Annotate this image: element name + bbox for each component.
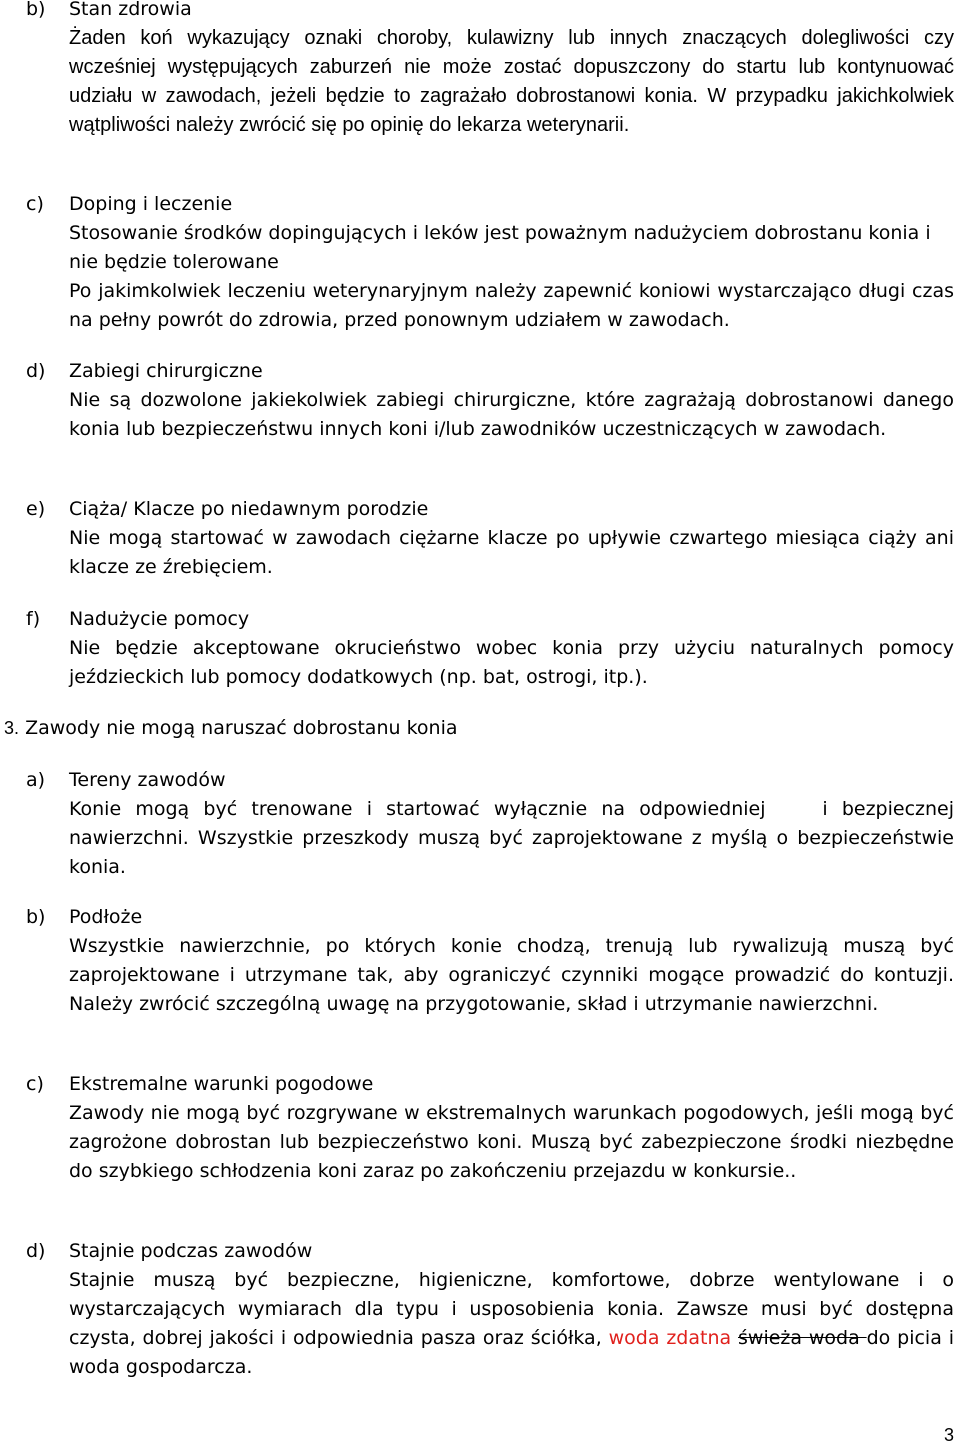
subitem-podloze [26, 903, 954, 1019]
subitem-tereny [26, 766, 960, 882]
item-heading: Ekstremalne warunki pogodowe [69, 1073, 374, 1095]
item-heading: Stajnie podczas zawodów [69, 1240, 313, 1262]
item-marker: b) [26, 0, 46, 20]
item-text: Konie mogą być trenowane i startować wyłącznie na odpowiedniej i bezpiecznej nawierzchni. Wszystkie przeszkody muszą być zaprojektowane z myślą o bezpieczeństwie konia. [69, 798, 960, 878]
subitem-pogoda [26, 1070, 954, 1186]
item-marker: b) [26, 906, 46, 928]
item-heading: Stan zdrowia [69, 0, 192, 20]
item-text [69, 1266, 954, 1382]
item-naduzycie [26, 605, 954, 692]
item-zabiegi [26, 357, 954, 444]
page-number: 3 [943, 1425, 954, 1445]
item-text: Nie są dozwolone jakiekolwiek zabiegi chirurgiczne, które zagrażają dobrostanowi danego konia lub bezpieczeństwu innych koni i/lub zawodników uczestniczących w zawodach. [69, 389, 954, 440]
item-ciaza [26, 495, 954, 582]
inserted-text: woda zdatna [608, 1327, 732, 1349]
item-heading: Nadużycie pomocy [69, 608, 250, 630]
item-heading: Podłoże [69, 906, 143, 928]
item-heading: Doping i leczenie [69, 193, 233, 215]
item-heading: Ciąża/ Klacze po niedawnym porodzie [69, 498, 429, 520]
stajnie-text-end: do picia i woda gospodarcza. [69, 1327, 954, 1378]
item-text: Nie mogą startować w zawodach ciężarne klacze po upływie czwartego miesiąca ciąży ani klacze ze źrebięciem. [69, 527, 954, 578]
section-title: Zawody nie mogą naruszać dobrostanu konia [25, 717, 458, 739]
item-heading: Zabiegi chirurgiczne [69, 360, 263, 382]
stajnie-text-main: Stajnie muszą być bezpieczne, higieniczne, komfortowe, dobrze wentylowane i o wystarczających wymiarach dla typu i usposobienia konia. Zawsze musi być dostępna czysta, dobrej jakości i odpowiednia pasza oraz ściółka, [69, 1269, 954, 1349]
item-text: Nie będzie akceptowane okrucieństwo wobec konia przy użyciu naturalnych pomocy jeździeckich lub pomocy dodatkowych (np. bat, ostrogi, itp.). [69, 637, 954, 688]
item-text: Wszystkie nawierzchnie, po których konie chodzą, trenują lub rywalizują muszą być zaprojektowane i utrzymane tak, aby ograniczyć czynniki mogące prowadzić do kontuzji. Należy zwrócić szczególną uwagę na przygotowanie, skład i utrzymanie nawierzchni. [69, 935, 954, 1015]
item-marker: c) [26, 193, 44, 215]
item-marker: d) [26, 1240, 46, 1262]
item-text: Zawody nie mogą być rozgrywane w ekstremalnych warunkach pogodowych, jeśli mogą być zagrożone dobrostan lub bezpieczeństwo koni. Muszą być zabezpieczone środki niezbędne do szybkiego schłodzenia koni zaraz po zakończeniu przejazdu w konkursie.. [69, 1102, 954, 1182]
item-marker: f) [26, 608, 41, 630]
item-doping [26, 190, 954, 335]
item-marker: d) [26, 360, 46, 382]
item-heading: Tereny zawodów [69, 769, 226, 791]
item-text: Stosowanie środków dopingujących i leków jest poważnym nadużyciem dobrostanu konia i nie będzie tolerowane [69, 222, 931, 273]
item-text: Po jakimkolwiek leczeniu weterynaryjnym należy zapewnić koniowi wystarczająco długi czas na pełny powrót do zdrowia, przed ponownym udziałem w zawodach. [69, 280, 954, 331]
item-marker: a) [26, 769, 46, 791]
section-number: 3. [4, 718, 20, 738]
section-heading [4, 714, 954, 743]
item-text: Żaden koń wykazujący oznaki choroby, kulawizny lub innych znaczących dolegliwości czy wcześniej występujących zaburzeń nie może zostać dopuszczony do startu lub kontynuować udziału w zawodach, jeżeli będzie to zagrażało dobrostanowi konia. W przypadku jakichkolwiek wątpliwości należy zwrócić się po opinię do lekarza weterynarii. [69, 27, 954, 136]
item-marker: e) [26, 498, 46, 520]
item-stan-zdrowia [26, 0, 954, 140]
deleted-text: świeża woda [738, 1327, 867, 1349]
item-marker: c) [26, 1073, 44, 1095]
subitem-stajnie [26, 1237, 954, 1382]
